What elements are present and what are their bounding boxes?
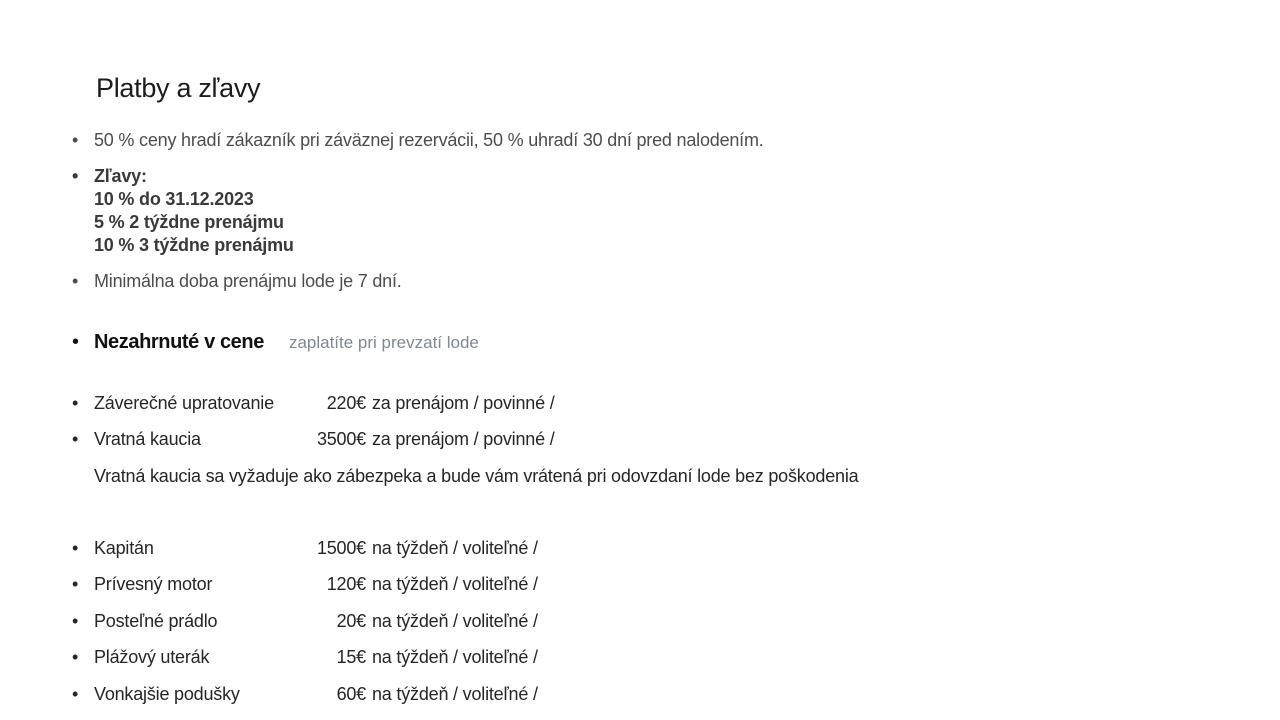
discount-line: 5 % 2 týždne prenájmu — [94, 212, 284, 232]
bullet-dot: • — [72, 574, 79, 594]
extra-label: Posteľné prádlo — [94, 611, 218, 631]
extra-terms: na týždeň / voliteľné / — [372, 684, 538, 704]
payment-terms-bullet — [72, 129, 764, 151]
fee-amount: 220€ — [326, 393, 366, 413]
slide-title: Platby a zľavy — [96, 73, 261, 103]
extra-terms: na týždeň / voliteľné / — [372, 574, 538, 594]
bullet-dot: • — [72, 684, 79, 704]
not-included-subtitle: zaplatíte pri prevzatí lode — [288, 333, 479, 352]
extra-amount: 20€ — [336, 611, 366, 631]
extra-row — [72, 683, 538, 705]
min-rental-text: Minimálna doba prenájmu lode je 7 dní. — [94, 271, 402, 291]
extra-label: Kapitán — [94, 538, 154, 558]
fee-terms: za prenájom / povinné / — [372, 393, 555, 413]
fee-amount: 3500€ — [316, 429, 366, 449]
discount-line: 10 % do 31.12.2023 — [94, 189, 254, 209]
bullet-dot: • — [72, 538, 79, 558]
extra-terms: na týždeň / voliteľné / — [372, 538, 538, 558]
fee-terms: za prenájom / povinné / — [372, 429, 555, 449]
bullet-dot: • — [72, 271, 79, 291]
extra-amount: 1500€ — [316, 538, 366, 558]
discount-line: 10 % 3 týždne prenájmu — [94, 235, 294, 255]
extra-row — [72, 646, 538, 668]
extra-label: Plážový uterák — [94, 647, 210, 667]
extra-amount: 120€ — [326, 574, 366, 594]
extra-terms: na týždeň / voliteľné / — [372, 611, 538, 631]
extra-label: Prívesný motor — [94, 574, 213, 594]
bullet-dot: • — [72, 429, 79, 449]
extra-label: Vonkajšie podušky — [94, 684, 240, 704]
min-rental-bullet — [72, 270, 402, 292]
not-included-heading: Nezahrnuté v cene — [94, 331, 264, 353]
fee-label: Vratná kaucia — [94, 429, 201, 449]
bullet-dot: • — [72, 611, 79, 631]
fee-label: Záverečné upratovanie — [94, 393, 274, 413]
fee-row — [72, 428, 555, 450]
bullet-dot: • — [72, 331, 79, 353]
extra-row — [72, 610, 538, 632]
payment-terms-text: 50 % ceny hradí zákazník pri záväznej rezervácii, 50 % uhradí 30 dní pred nalodením. — [94, 130, 764, 150]
extra-amount: 15€ — [336, 647, 366, 667]
bullet-dot: • — [72, 647, 79, 667]
extra-row — [72, 537, 538, 559]
extra-terms: na týždeň / voliteľné / — [372, 647, 538, 667]
bullet-dot: • — [72, 393, 79, 413]
bullet-dot: • — [72, 166, 79, 186]
not-included-section-header — [72, 329, 479, 356]
discounts-heading: Zľavy: — [94, 166, 147, 186]
extra-row — [72, 573, 538, 595]
discounts-bullet — [72, 165, 294, 257]
fee-row — [72, 392, 555, 414]
extra-amount: 60€ — [336, 684, 366, 704]
bullet-dot: • — [72, 130, 79, 150]
deposit-note: Vratná kaucia sa vyžaduje ako zábezpeka a bude vám vrátená pri odovzdaní lode bez poškodenia — [94, 466, 859, 486]
